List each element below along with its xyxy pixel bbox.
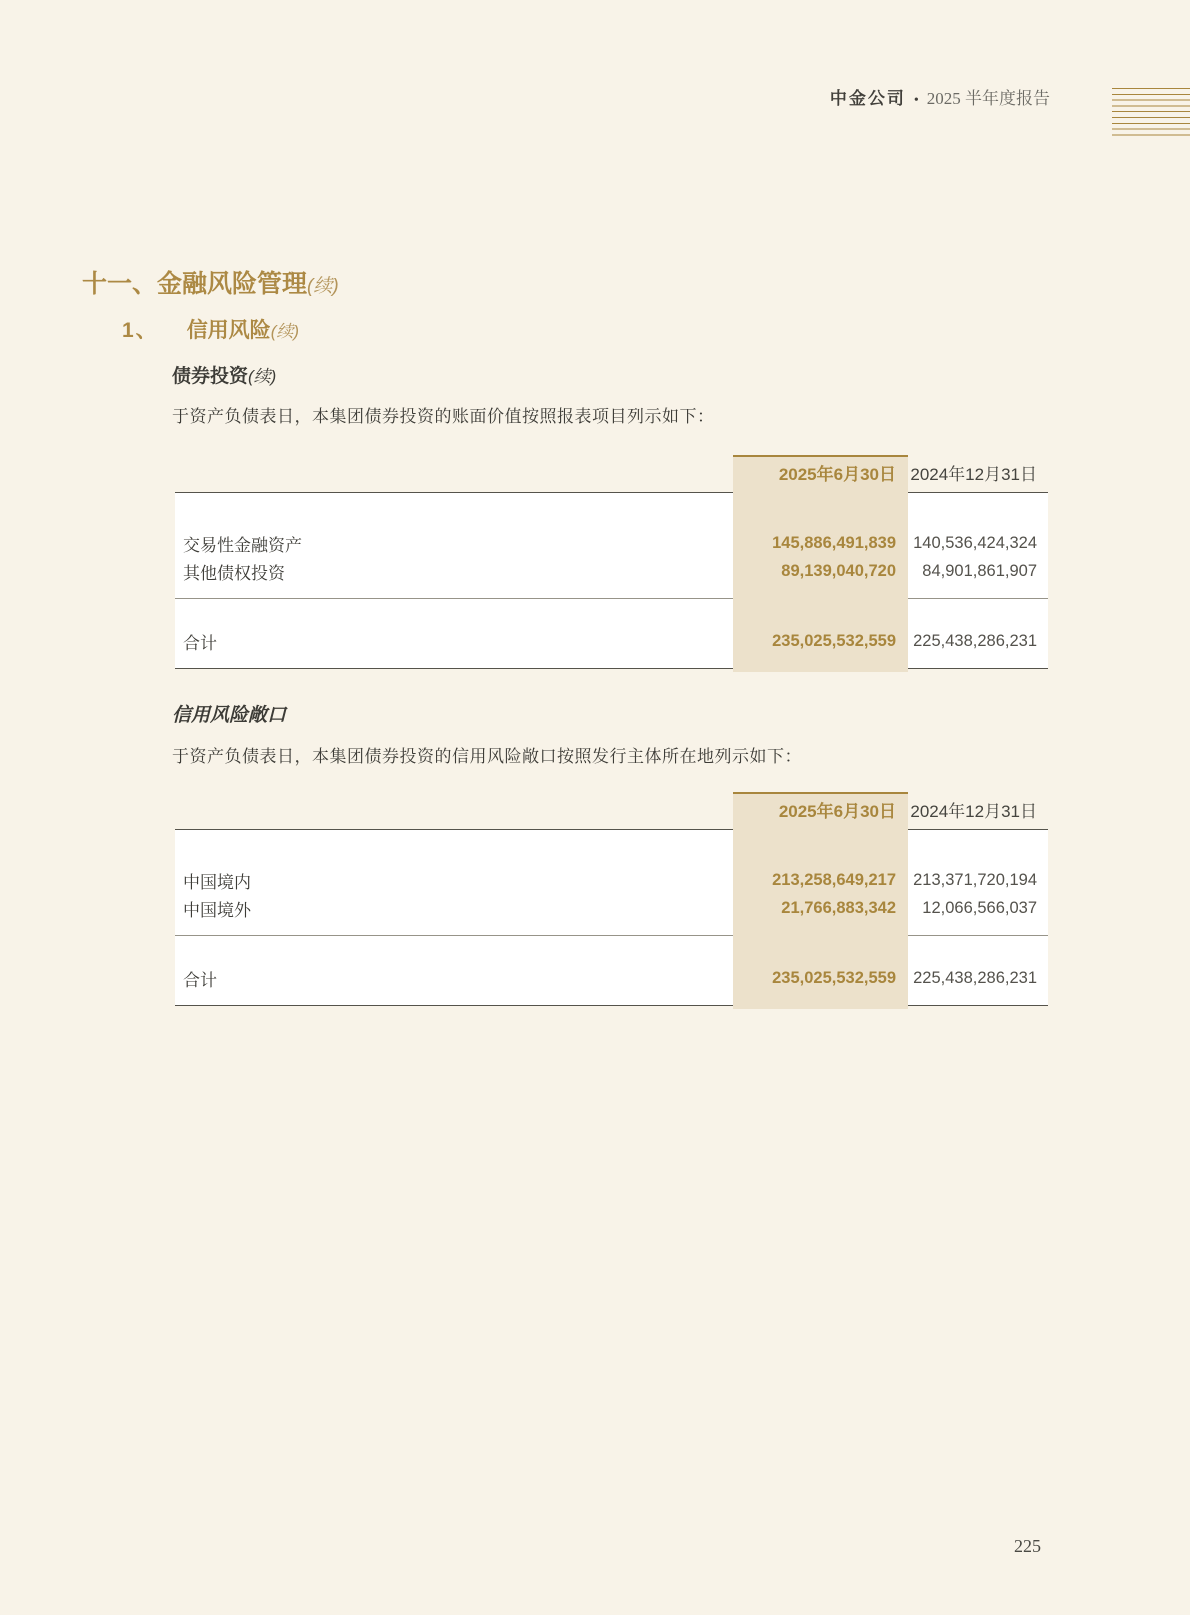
table-spacer [175, 829, 1048, 866]
subsection-continued: (续) [270, 322, 300, 341]
total-label: 合计 [183, 633, 217, 653]
total-value-2025: 235,025,532,559 [772, 631, 896, 650]
section-number: 十一、 [82, 270, 158, 298]
table-spacer [175, 492, 1048, 529]
report-title: 2025 半年度报告 [926, 89, 1050, 108]
row-value-2025: 213,258,649,217 [772, 870, 896, 889]
corner-stripes-decoration [1112, 88, 1190, 136]
bond-investment-heading [172, 361, 276, 388]
intro-paragraph-carrying-value: 于资产负债表日，本集团债券投资的账面价值按照报表项目列示如下： [172, 407, 715, 426]
table-spacer [175, 935, 1048, 964]
exposure-table [175, 792, 1048, 1005]
table-row [175, 557, 1048, 585]
table-header-row [175, 455, 1048, 492]
table-rule [908, 1005, 1048, 1006]
total-value-2024: 225,438,286,231 [913, 968, 1037, 987]
table-spacer [175, 922, 1048, 935]
page-number: 225 [1014, 1536, 1041, 1556]
subsection-number: 1、 [122, 319, 159, 342]
row-label: 其他债权投资 [183, 563, 285, 583]
table-spacer [175, 585, 1048, 598]
table-rule [175, 1005, 733, 1006]
table-row [175, 894, 1048, 922]
row-label: 中国境外 [183, 900, 251, 920]
table-total-row [175, 627, 1048, 655]
row-value-2024: 12,066,566,037 [922, 898, 1037, 917]
row-label: 中国境内 [183, 872, 251, 892]
subsection-heading [122, 314, 299, 344]
column-header-2025: 2025年6月30日 [778, 465, 896, 484]
row-value-2025: 21,766,883,342 [781, 898, 896, 917]
table-rule [908, 668, 1048, 669]
row-label: 交易性金融资产 [183, 535, 302, 555]
column-header-2025: 2025年6月30日 [778, 802, 896, 821]
subsection-title: 信用风险 [186, 319, 271, 342]
column-header-2024: 2024年12月31日 [910, 802, 1037, 821]
section-title: 金融风险管理 [157, 270, 308, 298]
table-header-row [175, 792, 1048, 829]
header-bullet: • [913, 93, 919, 108]
row-value-2025: 89,139,040,720 [781, 561, 896, 580]
row-value-2024: 213,371,720,194 [913, 870, 1037, 889]
table-total-row [175, 964, 1048, 992]
row-value-2024: 84,901,861,907 [922, 561, 1037, 580]
carrying-value-table [175, 455, 1048, 668]
bond-heading-title: 债券投资 [172, 366, 249, 387]
table-rule [175, 668, 733, 669]
total-value-2024: 225,438,286,231 [913, 631, 1037, 650]
total-label: 合计 [183, 970, 217, 990]
credit-risk-exposure-heading: 信用风险敞口 [172, 705, 287, 726]
table-row [175, 866, 1048, 894]
section-heading [82, 264, 339, 300]
row-value-2025: 145,886,491,839 [772, 533, 896, 552]
column-header-2024: 2024年12月31日 [910, 465, 1037, 484]
total-value-2025: 235,025,532,559 [772, 968, 896, 987]
row-value-2024: 140,536,424,324 [913, 533, 1037, 552]
running-header [830, 84, 1050, 109]
table-spacer [175, 598, 1048, 627]
section-continued: (续) [307, 276, 339, 297]
intro-paragraph-exposure: 于资产负债表日，本集团债券投资的信用风险敞口按照发行主体所在地列示如下： [172, 747, 802, 766]
company-name: 中金公司 [829, 89, 906, 108]
bond-heading-continued: (续) [248, 367, 277, 386]
table-row [175, 529, 1048, 557]
